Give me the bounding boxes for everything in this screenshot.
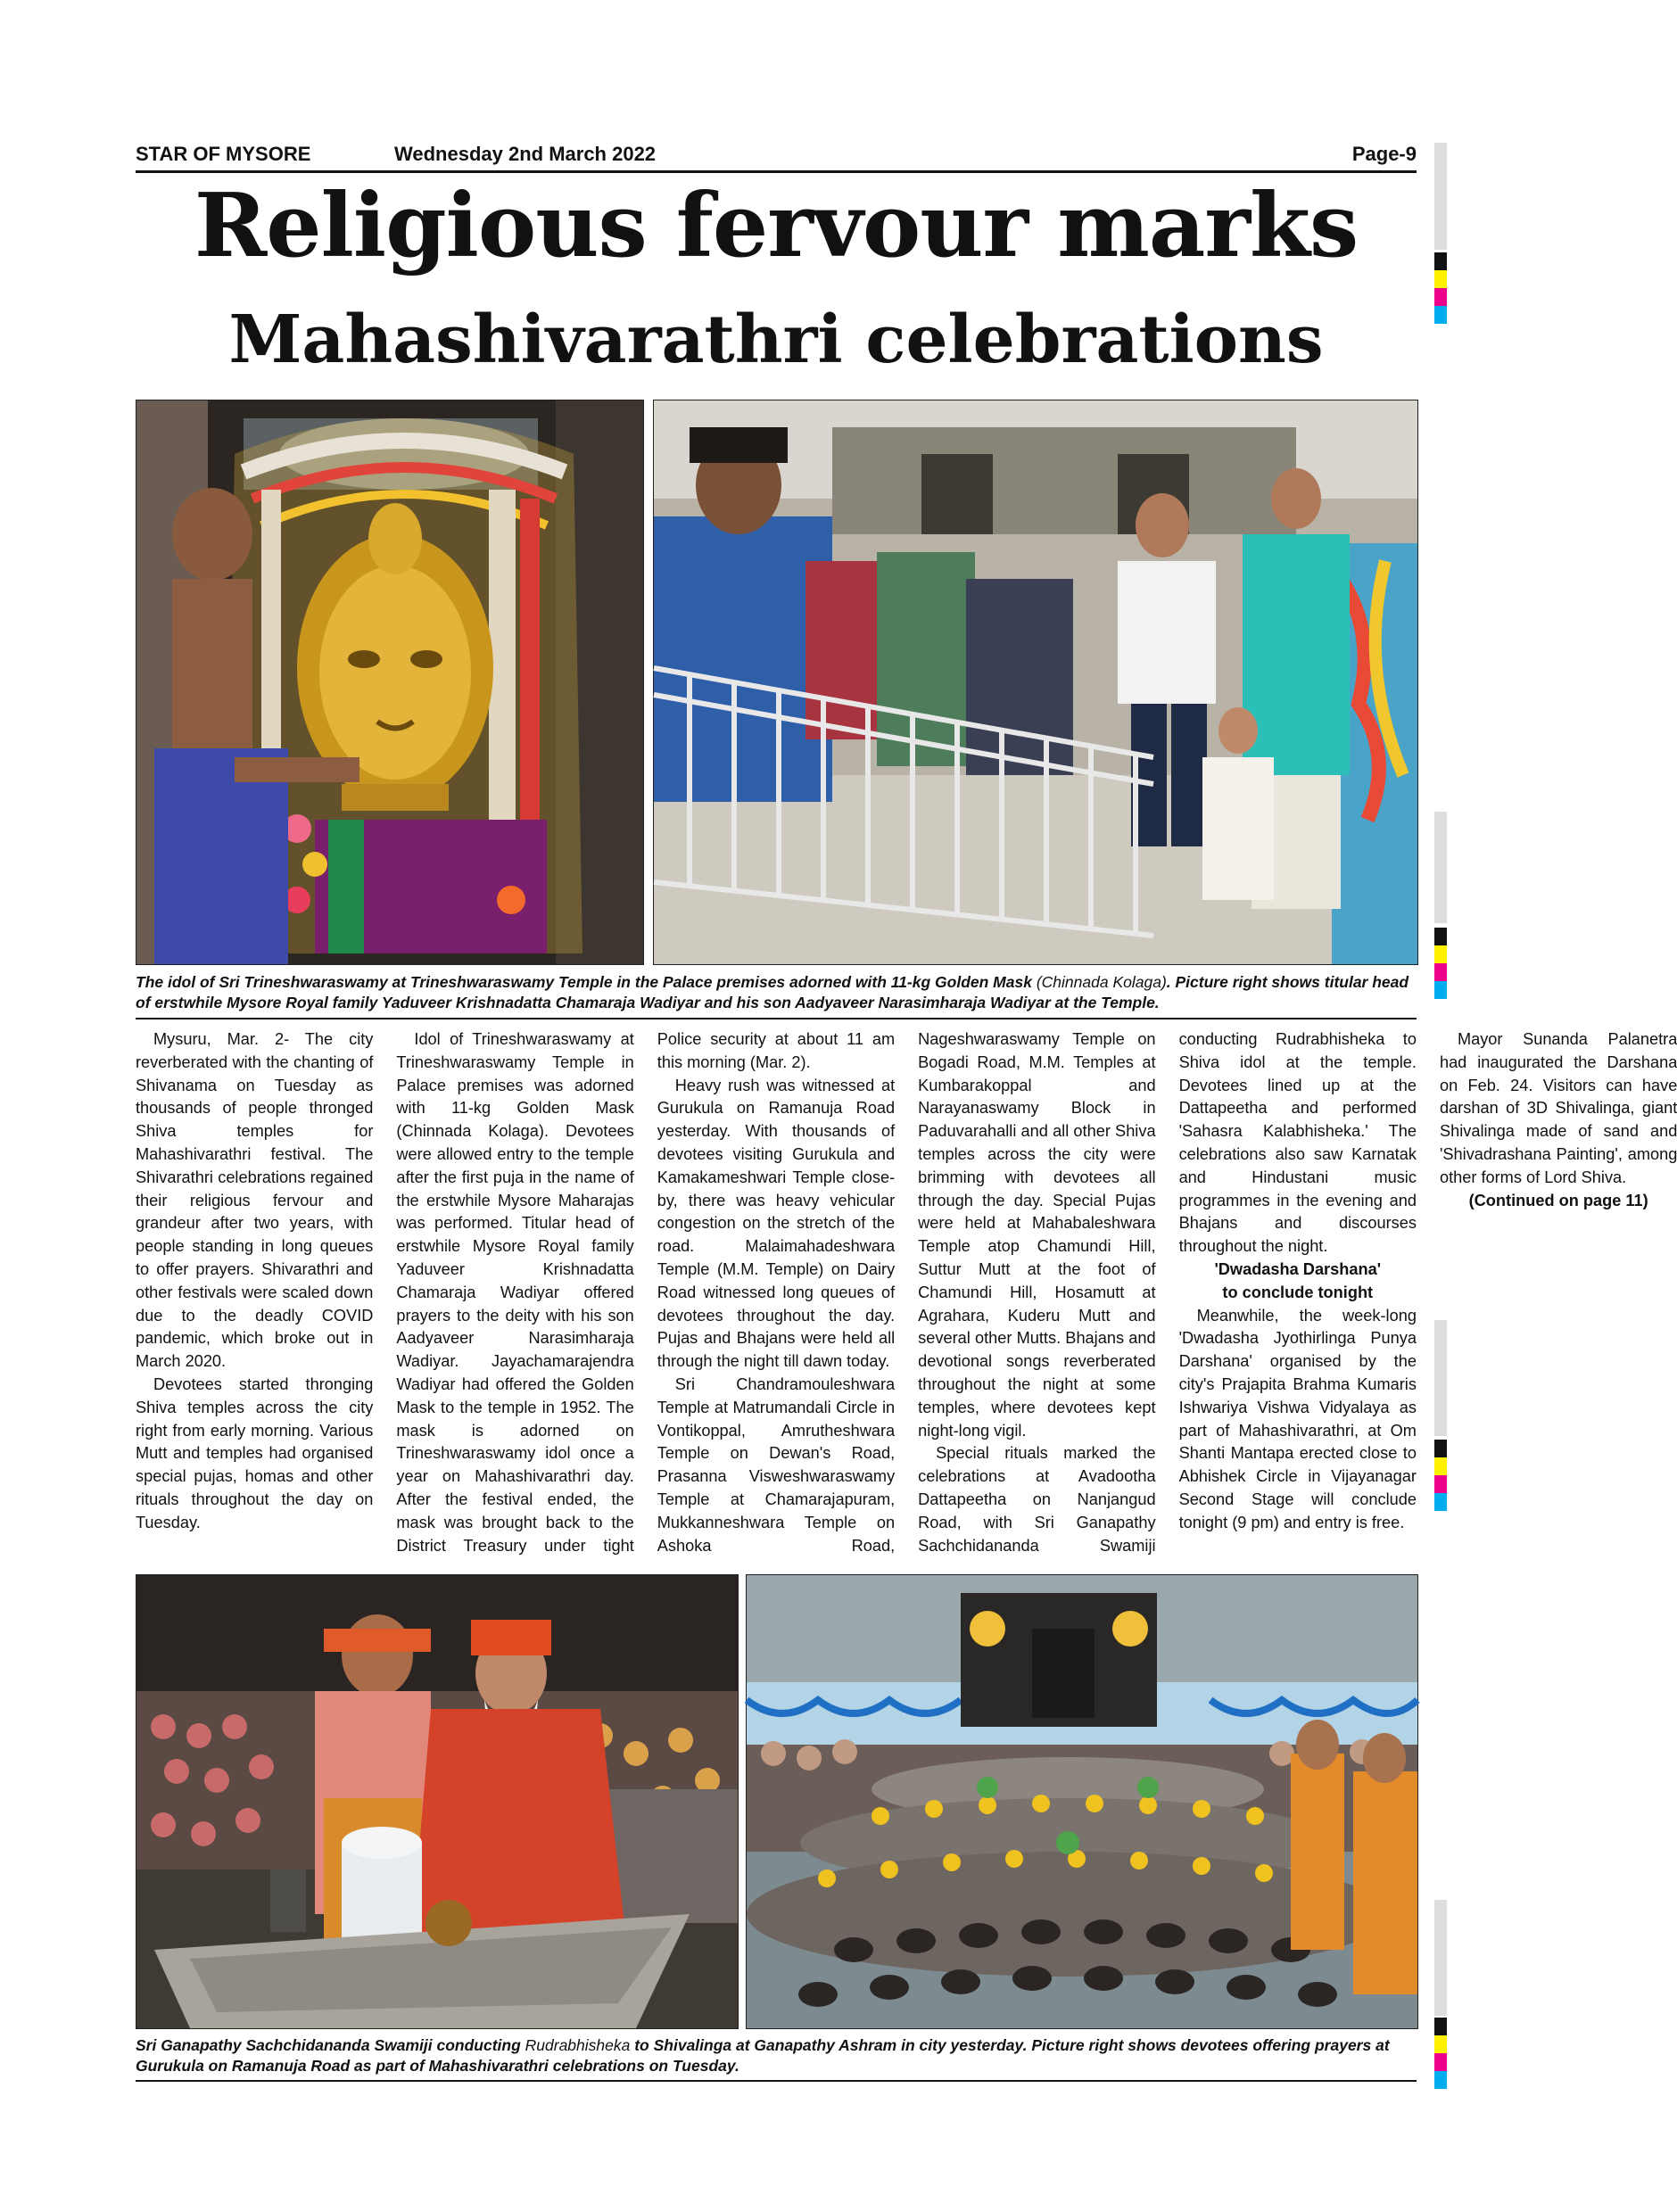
paper-name: STAR OF MYSORE [136, 143, 311, 165]
caption-bottom-rule [136, 2080, 1417, 2082]
headline-line-2: Mahashivarathri celebrations [228, 301, 1324, 378]
article-paragraph: Mysuru, Mar. 2- The city reverberated with the chanting of Shivanama on Tuesday as thousands of people thronged Shiva temples for Mahashivarathri festival. The Shivarathri celebrations regained their religious fervour and grandeur after two years, with people standing in long queues to offer prayers. Shivarathri and other festivals were scaled down due to the deadly COVID pandemic, which broke out in March 2020. [136, 1030, 374, 1371]
article-paragraph: Devotees started thronging Shiva temples across the city right from early morning. Various Mutt and temples had organised special pujas, homas and other rituals throughout the day on Tuesday. [136, 1374, 374, 1531]
caption-top-text-2: (Chinnada Kolaga) [1036, 973, 1167, 991]
article-paragraph: Mayor Sunanda Palanetra had inaugurated the Darshana on Feb. 24. Visitors can have darshan of 3D Shivalinga, giant Shivalinga made of sand and 'Shivadrashana Painting', among other forms of Lord Shiva. [1439, 1030, 1677, 1186]
caption-top [136, 972, 1417, 1013]
gurukula-shivalinga-prayers-photo [746, 1574, 1418, 2029]
magenta-swatch [1434, 288, 1447, 306]
black-swatch [1434, 1440, 1447, 1457]
article-paragraph: Sri Chandramouleshwara Temple at Matrumandali Circle in Vontikoppal, Amrutheshwara Temple on Dewan's Road, Prasanna Visweshwaraswamy Temple at Chamarajapuram, Mukkanneshwara Temple on Ashoka Road, Nageshwaraswamy Temple on Bogadi Road, M.M. Temples at Kumbarakoppal and Narayanaswamy Block in Paduvarahalli and all other Shiva temples across the city were brimming with devotees all through the day. Special Pujas were held at Mahabaleshwara Temple atop Chamundi Hill, Suttur Mutt at the foot of Chamundi Hill, Hosamutt at Agrahara, Kuderu Mutt and several other Mutts. Bhajans and devotional songs reverberated throughout the night at some temples, where devotees kept night-long vigil. [657, 1030, 1156, 1555]
caption-top-text-1: The idol of Sri Trineshwaraswamy at Trineshwaraswamy Temple in the Palace premises adorned with 11-kg Golden Mask [136, 973, 1032, 991]
issue-date: Wednesday 2nd March 2022 [394, 143, 657, 165]
page-number: Page-9 [1351, 143, 1417, 165]
magenta-swatch [1434, 2053, 1447, 2071]
cyan-swatch [1434, 981, 1447, 999]
masthead-rule [136, 170, 1417, 173]
article-subhead-line-1: 'Dwadasha Darshana' [1214, 1259, 1382, 1278]
cmyk-registration-strip [1434, 252, 1447, 324]
continued-on-link[interactable]: (Continued on page 11) [1468, 1191, 1648, 1209]
yellow-swatch [1434, 2035, 1447, 2053]
black-swatch [1434, 252, 1447, 270]
cmyk-registration-strip [1434, 928, 1447, 999]
article-subhead-line-2: to conclude tonight [1222, 1283, 1374, 1301]
caption-top-rule [136, 1018, 1417, 1019]
yellow-swatch [1434, 1457, 1447, 1475]
black-swatch [1434, 2018, 1447, 2035]
caption-bottom-text-2: Rudrabhisheka [525, 2036, 631, 2054]
magenta-swatch [1434, 1475, 1447, 1493]
registration-grey-bar [1434, 143, 1447, 250]
caption-bottom-text-1: Sri Ganapathy Sachchidananda Swamiji conducting [136, 2036, 521, 2054]
magenta-swatch [1434, 963, 1447, 981]
cmyk-registration-strip [1434, 1440, 1447, 1511]
article-paragraph: Heavy rush was witnessed at Gurukula on Ramanuja Road yesterday. With thousands of devotees visiting Gurukula and Kamakameshwari Temple close-by, there was heavy vehicular congestion on the stretch of the road. Malaimahadeshwara Temple (M.M. Temple) on Dairy Road witnessed long queues of devotees throughout the day. Pujas and Bhajans were held all through the night till dawn today. [657, 1076, 896, 1371]
caption-top-text-3: . Picture right shows titular head of erstwhile Mysore Royal family Yaduveer Krishnadatta Chamaraja Wadiyar and his son Aadyaveer Narasimharaja Wadiyar at the Temple. [136, 973, 1409, 1011]
registration-grey-bar [1434, 812, 1447, 923]
cyan-swatch [1434, 306, 1447, 324]
registration-grey-bar [1434, 1900, 1447, 2016]
headline-line-1: Religious fervour marks [194, 175, 1359, 277]
royal-family-temple-visit-photo [653, 400, 1418, 965]
caption-bottom-text-3: to Shivalinga at Ganapathy Ashram in city yesterday. Picture right shows devotees offering prayers at Gurukula on Ramanuja Road as part of Mahashivarathri celebrations on Tuesday. [136, 2036, 1390, 2075]
registration-grey-bar [1434, 1320, 1447, 1436]
black-swatch [1434, 928, 1447, 945]
article-paragraph: Meanwhile, the week-long 'Dwadasha Jyothirlinga Punya Darshana' organised by the city's Prajapita Brahma Kumaris Ishwariya Vishwa Vidyalaya as part of Mahashivarathri, at Om Shanti Mantapa erected close to Abhishek Circle in Vijayanagar Second Stage will conclude tonight (9 pm) and entry is free. [1178, 1306, 1417, 1531]
article-paragraph: Special rituals marked the celebrations at Avadootha Dattapeetha on Nanjangud Road, with Sri Ganapathy Sachchidananda Swamiji conducting Rudrabhisheka to Shiva idol at the temple. Devotees lined up at the Dattapeetha and performed 'Sahasra Kalabhisheka.' The celebrations also saw Karnatak and Hindustani music programmes in the evening and Bhajans and discourses throughout the night. [918, 1030, 1417, 1555]
cyan-swatch [1434, 2071, 1447, 2089]
rudrabhisheka-shivalinga-photo [136, 1574, 739, 2029]
cmyk-registration-strip [1434, 2018, 1447, 2089]
article-paragraph: Idol of Trineshwaraswamy at Trineshwaraswamy Temple in Palace premises was adorned with 11-kg Golden Mask (Chinnada Kolaga). Devotees were allowed entry to the temple after the first puja in the name of the erstwhile Mysore Maharajas was performed. Titular head of erstwhile Mysore Royal family Yaduveer Krishnadatta Chamaraja Wadiyar offered prayers to the deity with his son Aadyaveer Narasimharaja Wadiyar. Jayachamarajendra Wadiyar had offered the Golden Mask to the temple in 1952. The mask is adorned on Trineshwaraswamy idol once a year on Mahashivarathri day. After the festival ended, the mask was brought back to the District Treasury under tight Police security at about 11 am this morning (Mar. 2). [396, 1030, 896, 1555]
article-body [136, 1028, 1677, 1562]
yellow-swatch [1434, 270, 1447, 288]
masthead [136, 141, 1417, 168]
idol-golden-mask-photo [136, 400, 644, 965]
cyan-swatch [1434, 1493, 1447, 1511]
yellow-swatch [1434, 945, 1447, 963]
caption-bottom [136, 2035, 1417, 2076]
